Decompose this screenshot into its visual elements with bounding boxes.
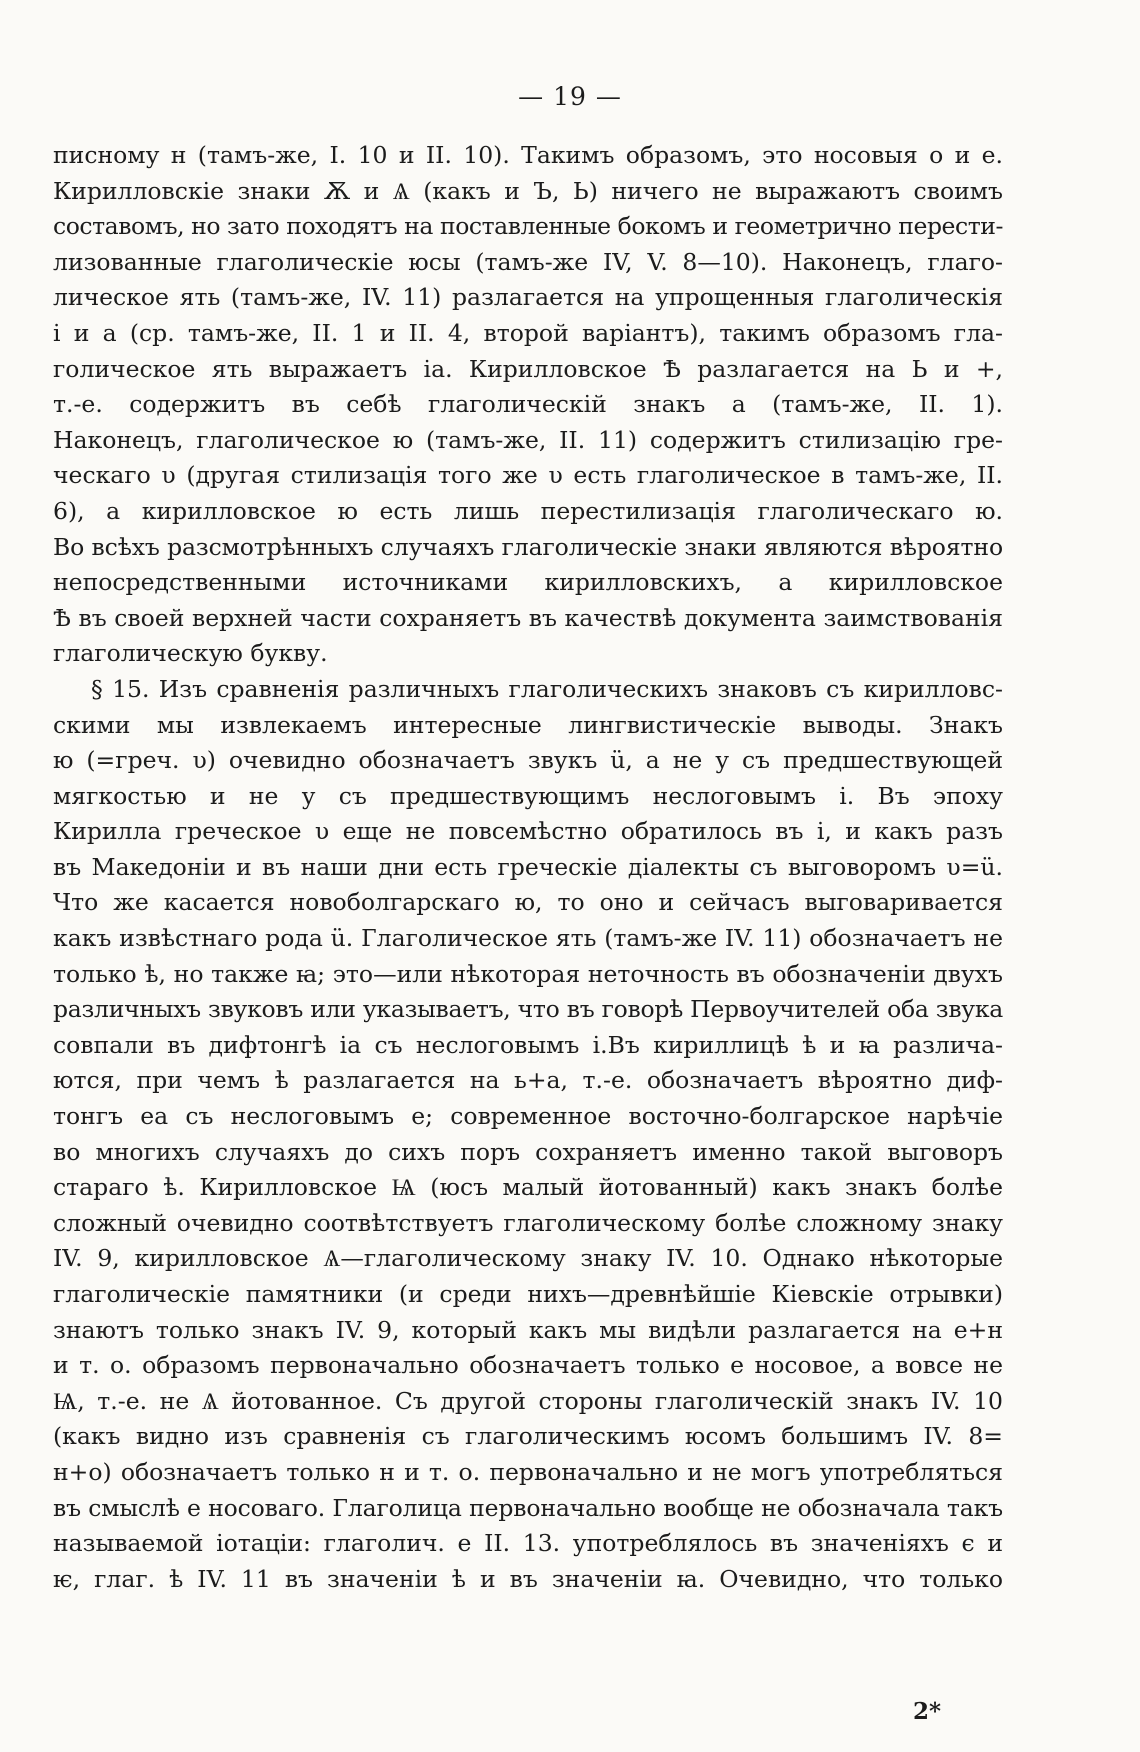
text-line: IV. 9, кирилловское Ѧ—глаголическому знаку IV. 10. Однако нѣкоторые (53, 1244, 1003, 1273)
body-text (53, 138, 1003, 1597)
text-line: знаютъ только знакъ IV. 9, который какъ мы видѣли разлагается на е+н (53, 1315, 1003, 1344)
text-line: Наконецъ, глаголическое ю (тамъ-же, II. 11) содержитъ стилизацію гре- (53, 425, 1003, 454)
text-line: непосредственными источниками кирилловскихъ, а кирилловское (53, 568, 1003, 597)
text-line: Во всѣхъ разсмотрѣнныхъ случаяхъ глаголическіе знаки являются вѣроятно (53, 532, 1003, 561)
text-line: называемой іотаціи: глаголич. е II. 13. употреблялось въ значеніяхъ є и (53, 1529, 1003, 1558)
text-line: лизованные глаголическіе юсы (тамъ-же IV, V. 8—10). Наконецъ, глаго- (53, 247, 1003, 276)
text-line: ю (=греч. υ) очевидно обозначаетъ звукъ ü, а не у съ предшествующей (53, 746, 1003, 775)
text-line: мягкостью и не у съ предшествующимъ неслоговымъ і. Въ эпоху (53, 781, 1003, 810)
text-line: Ѣ въ своей верхней части сохраняетъ въ качествѣ документа заимствованія (53, 603, 1003, 632)
text-line: тонгъ еа съ неслоговымъ е; современное восточно-болгарское нарѣчіе (53, 1102, 1003, 1131)
text-line: і и а (ср. тамъ-же, II. 1 и II. 4, второй варіантъ), такимъ образомъ гла- (53, 318, 1003, 347)
text-line: голическое ять выражаетъ іа. Кирилловское Ѣ разлагается на Ь и +, (53, 354, 1003, 383)
text-line: ются, при чемъ ѣ разлагается на ь+а, т.-е. обозначаетъ вѣроятно диф- (53, 1066, 1003, 1095)
text-line: ѥ, глаг. ѣ IV. 11 въ значеніи ѣ и въ значеніи ꙗ. Очевидно, что только (53, 1564, 1003, 1593)
text-line: глаголическую букву. (53, 639, 328, 668)
text-line: глаголическіе памятники (и среди нихъ—древнѣйшіе Кіевскіе отрывки) (53, 1280, 1003, 1308)
text-line: какъ извѣстнаго рода ü. Глаголическое ять (тамъ-же IV. 11) обозначаетъ не (53, 924, 1003, 953)
text-line: § 15. Изъ сравненія различныхъ глаголическихъ знаковъ съ кирилловс- (91, 674, 1003, 703)
page-number-header: — 19 — (518, 82, 622, 111)
text-line: Что же касается новоболгарскаго ю, то оно и сейчасъ выговаривается (53, 888, 1003, 917)
text-line: только ѣ, но также ꙗ; это—или нѣкоторая неточность въ обозначеніи двухъ (53, 959, 1003, 988)
text-line: т.-е. содержитъ въ себѣ глаголическій знакъ а (тамъ-же, II. 1). (53, 390, 1003, 419)
text-line: ческаго υ (другая стилизація того же υ есть глаголическое в тамъ-же, II. (53, 461, 1003, 490)
text-line: стараго ѣ. Кирилловское Ѩ (юсъ малый йотованный) какъ знакъ болѣе (53, 1173, 1003, 1202)
text-line: въ Македоніи и въ наши дни есть греческіе діалекты съ выговоромъ υ=ü. (53, 852, 1003, 881)
text-line: въ смыслѣ е носоваго. Глаголица первоначально вообще не обозначала такъ (53, 1493, 1003, 1522)
text-line: 6), а кирилловское ю есть лишь перестилизація глаголическаго ю. (53, 496, 1003, 525)
text-line: во многихъ случаяхъ до сихъ поръ сохраняетъ именно такой выговоръ (53, 1137, 1003, 1166)
text-line: писному н (тамъ-же, I. 10 и II. 10). Такимъ образомъ, это носовыя о и е. (53, 141, 1003, 169)
text-line: совпали въ дифтонгѣ іа съ неслоговымъ і.Въ кириллицѣ ѣ и ꙗ различа- (53, 1030, 1003, 1059)
text-line: Кирилла греческое υ еще не повсемѣстно обратилось въ і, и какъ разъ (53, 817, 1003, 846)
signature-mark: 2* (913, 1698, 942, 1725)
text-line: и т. о. образомъ первоначально обозначаетъ только е носовое, а вовсе не (53, 1351, 1003, 1380)
text-line: различныхъ звуковъ или указываетъ, что въ говорѣ Первоучителей оба звука (53, 995, 1003, 1024)
text-line: Кирилловскіе знаки Ѫ и Ѧ (какъ и Ъ, Ь) ничего не выражаютъ своимъ (53, 176, 1003, 205)
text-line: лическое ять (тамъ-же, IV. 11) разлагается на упрощенныя глаголическія (53, 283, 1003, 312)
text-line: Ѩ, т.-е. не Ѧ йотованное. Съ другой стороны глаголическій знакъ IV. 10 (53, 1386, 1003, 1415)
text-line: (какъ видно изъ сравненія съ глаголическимъ юсомъ большимъ IV. 8= (53, 1422, 1003, 1451)
text-line: н+о) обозначаетъ только н и т. о. первоначально и не могъ употребляться (53, 1457, 1003, 1486)
text-line: составомъ, но зато походятъ на поставленные бокомъ и геометрично перести- (53, 212, 1003, 241)
text-line: сложный очевидно соотвѣтствуетъ глаголическому болѣе сложному знаку (53, 1208, 1003, 1237)
text-line: скими мы извлекаемъ интересные лингвистическіе выводы. Знакъ (53, 710, 1003, 739)
